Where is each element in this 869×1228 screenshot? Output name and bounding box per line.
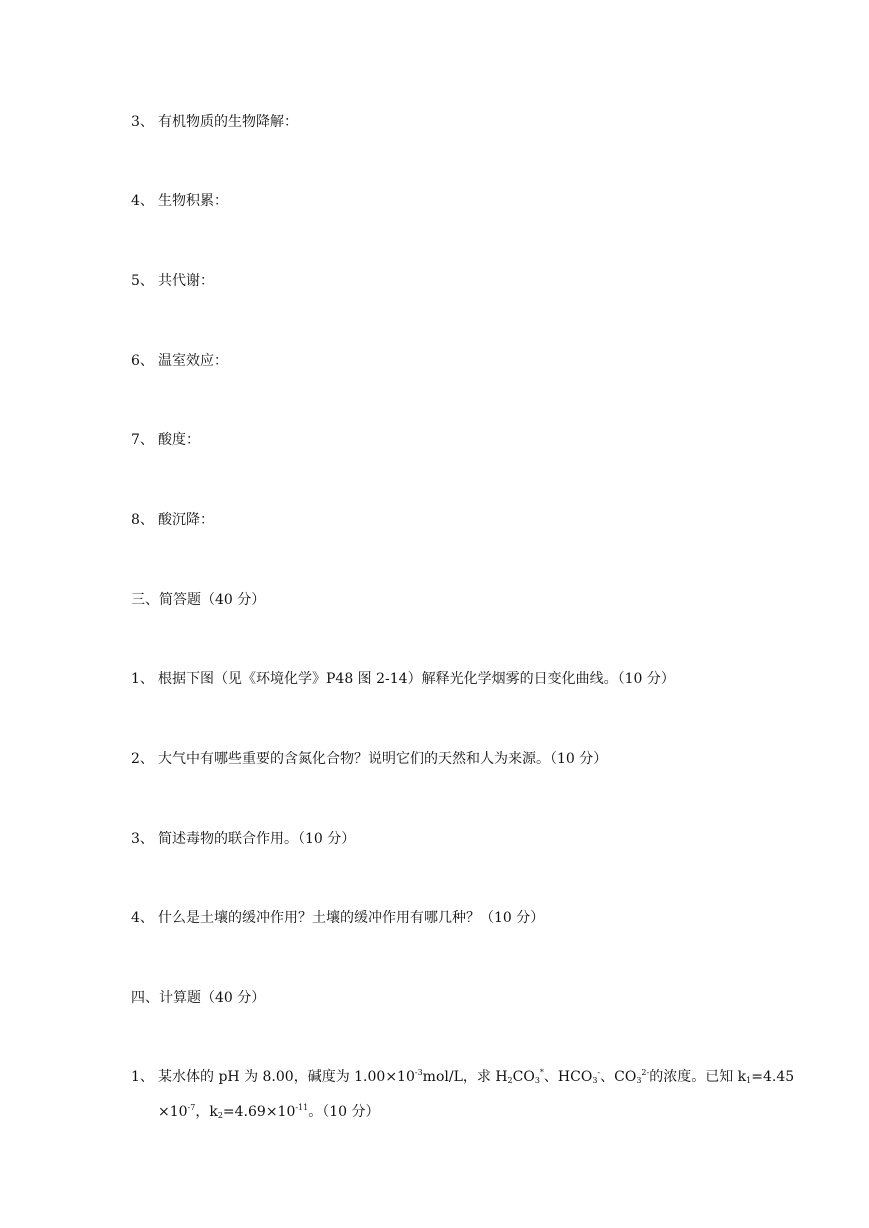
exponent: -3 [414,1068,423,1077]
term-text: 酸沉降： [158,512,214,528]
question-text: 什么是土壤的缓冲作用？土壤的缓冲作用有哪几种？（10 分） [158,910,545,926]
exponent: -11 [295,1103,309,1112]
section-heading-calculation: 四、计算题（40 分） [131,990,266,1006]
term-3 [131,112,298,132]
question-text: mol/L，求 H [422,1069,508,1085]
question-number: 2、 [131,751,154,767]
question-number: 1、 [131,1069,154,1085]
term-number: 3、 [131,114,154,130]
superscript: - [597,1068,601,1077]
term-4 [131,191,228,211]
exponent: -7 [187,1103,196,1112]
question-text: 根据下图（见《环境化学》P48 图 2-14）解释光化学烟雾的日变化曲线。（10 分） [158,671,675,687]
term-text: 有机物质的生物降解： [158,114,298,130]
question-text: CO [512,1069,535,1085]
term-text: 温室效应： [158,353,228,369]
term-number: 4、 [131,193,154,209]
question-text: 的浓度。已知 k [649,1069,747,1085]
term-number: 6、 [131,353,154,369]
calc-question-1-line-2 [158,1102,380,1122]
question-number: 4、 [131,910,154,926]
question-text: =4.69×10 [222,1104,296,1120]
subscript: 2 [507,1076,513,1085]
subscript: 3 [592,1076,598,1085]
question-text: 某水体的 pH 为 8.00，碱度为 1.00×10 [158,1069,415,1085]
question-number: 1、 [131,671,154,687]
question-1 [131,669,675,689]
question-text: =4.45 [751,1069,795,1085]
term-6 [131,351,228,371]
superscript: * [539,1068,544,1077]
term-number: 7、 [131,432,154,448]
section-heading-short-answer: 三、简答题（40 分） [131,592,266,608]
term-7 [131,430,200,450]
term-text: 生物积累： [158,193,228,209]
question-text: 简述毒物的联合作用。（10 分） [158,831,356,847]
subscript: 3 [534,1076,540,1085]
term-number: 5、 [131,273,154,289]
term-number: 8、 [131,512,154,528]
term-5 [131,271,214,291]
question-3 [131,829,355,849]
question-text: ，k [195,1104,218,1120]
subscript: 2 [217,1111,223,1120]
subscript: 3 [636,1076,642,1085]
question-2 [131,749,607,769]
question-text: 、HCO [543,1069,593,1085]
question-text: ×10 [158,1104,188,1120]
term-text: 酸度： [158,432,200,448]
question-text: 。（10 分） [308,1104,380,1120]
term-text: 共代谢： [158,273,214,289]
superscript: 2- [641,1068,650,1077]
question-4 [131,908,544,928]
question-text: 、CO [600,1069,637,1085]
calc-question-1-line-1 [131,1067,794,1087]
term-8 [131,510,214,530]
question-number: 3、 [131,831,154,847]
subscript: 1 [746,1076,752,1085]
question-text: 大气中有哪些重要的含氮化合物？说明它们的天然和人为来源。（10 分） [158,751,608,767]
